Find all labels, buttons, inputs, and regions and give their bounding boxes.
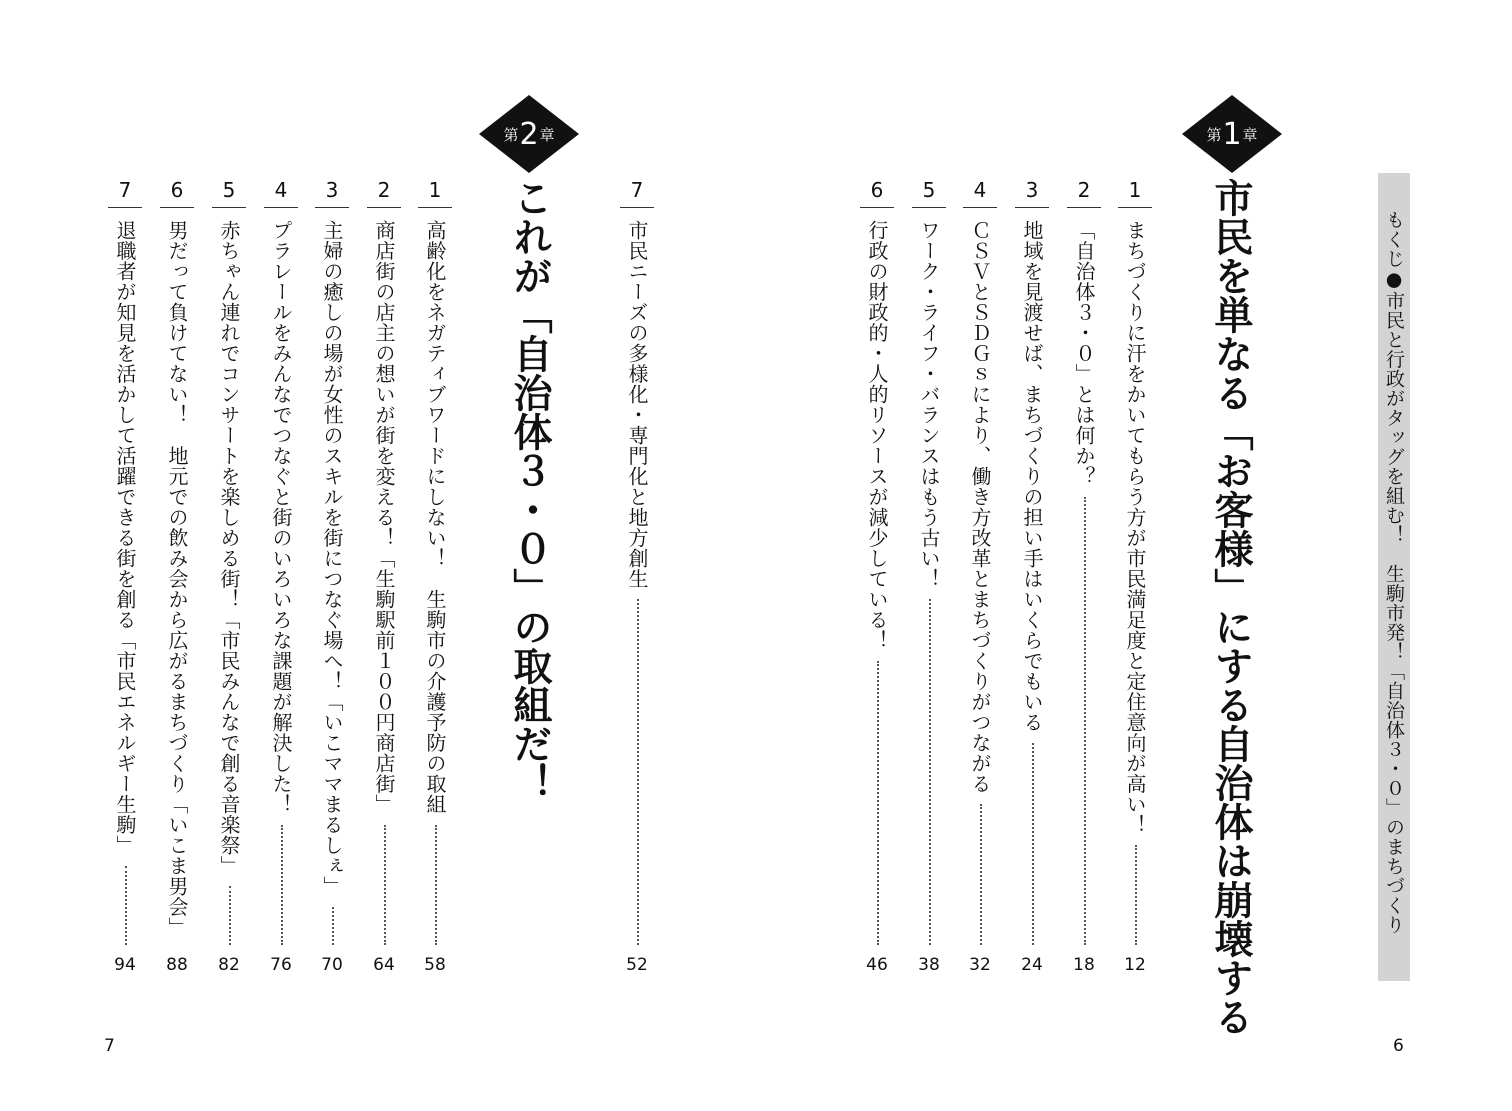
- leader-dots: [332, 907, 334, 946]
- chapter-2-number: 2: [519, 116, 539, 152]
- entry-rule: [108, 207, 142, 208]
- entry-rule: [860, 207, 894, 208]
- toc-entry-title[interactable]: 高齢化をネガティブワードにしない！ 生駒市の介護予防の取組: [423, 220, 447, 815]
- toc-entry-title[interactable]: ワーク・ライフ・バランスはもう古い！: [917, 220, 941, 589]
- entry-page-number: 46: [866, 955, 888, 975]
- entry-number: 1: [1128, 178, 1142, 202]
- entry-rule: [315, 207, 349, 208]
- entry-page-number: 18: [1073, 955, 1095, 975]
- page-number-left: 7: [104, 1036, 115, 1056]
- leader-dots: [1084, 497, 1086, 946]
- entry-rule: [418, 207, 452, 208]
- entry-rule: [912, 207, 946, 208]
- toc-entry-title[interactable]: プラレールをみんなでつなぐと街のいろいろな課題が解決した！: [269, 220, 293, 815]
- entry-number: 1: [428, 178, 442, 202]
- chapter-1-number: 1: [1222, 116, 1242, 152]
- toc-entry-title[interactable]: 赤ちゃん連れでコンサートを楽しめる街！「市民みんなで創る音楽祭」: [217, 220, 241, 876]
- entry-number: 4: [973, 178, 987, 202]
- entry-number: 7: [118, 178, 132, 202]
- toc-entry-title[interactable]: 市民ニーズの多様化・専門化と地方創生: [625, 220, 649, 589]
- entry-page-number: 70: [321, 955, 343, 975]
- chapter-2-badge: [479, 95, 579, 173]
- toc-entry-title[interactable]: ＣＳＶとＳＤＧｓにより、働き方改革とまちづくりがつながる: [968, 220, 992, 794]
- chapter-2-title: これが「自治体３・０」の取組だ！: [507, 178, 552, 802]
- toc-entry-title[interactable]: 主婦の癒しの場が女性のスキルを街につなぐ場へ！「いこママまるしぇ」: [320, 220, 344, 897]
- leader-dots: [980, 804, 982, 945]
- toc-entry-title[interactable]: 地域を見渡せば、まちづくりの担い手はいくらでもいる: [1020, 220, 1044, 733]
- entry-page-number: 58: [424, 955, 446, 975]
- entry-number: 3: [1025, 178, 1039, 202]
- entry-number: 6: [870, 178, 884, 202]
- toc-entry-title[interactable]: 男だって負けてない！ 地元での飲み会から広がるまちづくり「いこま男会」: [165, 220, 189, 938]
- chapter-1-badge: [1182, 95, 1282, 173]
- running-header: もくじ●市民と行政がタッグを組む！ 生駒市発！「自治体３・０」のまちづくり: [1383, 210, 1405, 935]
- leader-dots: [281, 825, 283, 946]
- entry-number: 2: [377, 178, 391, 202]
- chapter-2-label: [479, 95, 579, 173]
- entry-rule: [212, 207, 246, 208]
- leader-dots: [929, 599, 931, 945]
- chapter-1-label: [1182, 95, 1282, 173]
- entry-rule: [367, 207, 401, 208]
- entry-rule: [160, 207, 194, 208]
- entry-page-number: 12: [1124, 955, 1146, 975]
- page-number-right: 6: [1393, 1036, 1404, 1056]
- entry-number: 4: [274, 178, 288, 202]
- entry-page-number: 82: [218, 955, 240, 975]
- entry-number: 3: [325, 178, 339, 202]
- leader-dots: [637, 599, 639, 945]
- entry-page-number: 88: [166, 955, 188, 975]
- entry-rule: [1118, 207, 1152, 208]
- toc-entry-title[interactable]: 商店街の店主の想いが街を変える！「生駒駅前１００円商店街」: [372, 220, 396, 815]
- entry-page-number: 38: [918, 955, 940, 975]
- chapter-2-suffix: 章: [539, 125, 555, 144]
- entry-page-number: 24: [1021, 955, 1043, 975]
- leader-dots: [125, 866, 127, 946]
- toc-entry-title[interactable]: 行政の財政的・人的リソースが減少している！: [865, 220, 889, 651]
- chapter-1-suffix: 章: [1242, 125, 1258, 144]
- leader-dots: [384, 825, 386, 946]
- leader-dots: [435, 825, 437, 946]
- leader-dots: [1032, 743, 1034, 946]
- entry-rule: [1015, 207, 1049, 208]
- entry-number: 7: [630, 178, 644, 202]
- entry-rule: [1067, 207, 1101, 208]
- entry-page-number: 94: [114, 955, 136, 975]
- chapter-1-title: 市民を単なる「お客様」にする自治体は崩壊する: [1208, 178, 1253, 1036]
- entry-rule: [963, 207, 997, 208]
- entry-rule: [620, 207, 654, 208]
- entry-page-number: 32: [969, 955, 991, 975]
- entry-number: 5: [222, 178, 236, 202]
- entry-number: 5: [922, 178, 936, 202]
- chapter-1-prefix: 第: [1206, 125, 1222, 144]
- leader-dots: [1135, 845, 1137, 945]
- entry-page-number: 76: [270, 955, 292, 975]
- entry-page-number: 64: [373, 955, 395, 975]
- toc-entry-title[interactable]: まちづくりに汗をかいてもらう方が市民満足度と定住意向が高い！: [1123, 220, 1147, 835]
- entry-number: 2: [1077, 178, 1091, 202]
- entry-page-number: 52: [626, 955, 648, 975]
- entry-rule: [264, 207, 298, 208]
- toc-entry-title[interactable]: 「自治体３・０」とは何か？: [1072, 220, 1096, 487]
- toc-entry-title[interactable]: 退職者が知見を活かして活躍できる街を創る「市民エネルギー生駒」: [113, 220, 137, 856]
- leader-dots: [877, 661, 879, 946]
- chapter-2-prefix: 第: [503, 125, 519, 144]
- leader-dots: [229, 886, 231, 945]
- entry-number: 6: [170, 178, 184, 202]
